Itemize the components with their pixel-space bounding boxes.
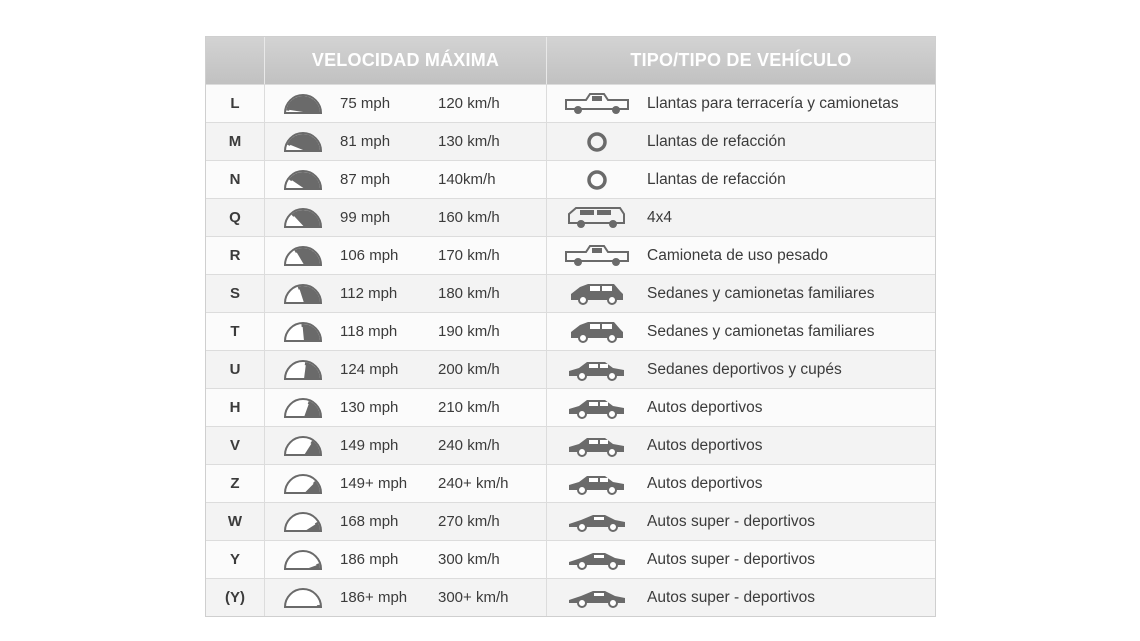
table-row <box>206 312 935 350</box>
speed-rating-letter: H <box>206 389 265 426</box>
speed-cell <box>265 503 547 540</box>
speedometer-icon <box>283 131 327 153</box>
speed-mph: 149 mph <box>340 437 399 454</box>
speed-cell <box>265 199 547 236</box>
speed-cell <box>265 313 547 350</box>
speed-rating-letter: L <box>206 85 265 122</box>
speed-cell <box>265 275 547 312</box>
sedan-icon <box>547 355 647 385</box>
vehicle-type-label: Autos super - deportivos <box>647 588 816 606</box>
speed-mph: 81 mph <box>340 133 391 150</box>
speed-kmh: 200 km/h <box>438 361 500 378</box>
speed-cell <box>265 389 547 426</box>
vehicle-type-label: Autos deportivos <box>647 398 763 416</box>
speed-rating-letter: Z <box>206 465 265 502</box>
speedometer-icon <box>283 169 327 191</box>
table-row <box>206 160 935 198</box>
vehicle-type-cell <box>547 389 935 426</box>
speedometer-icon <box>283 397 327 419</box>
sports-car-icon <box>547 507 647 537</box>
suv-4x4-icon <box>547 203 647 233</box>
speed-rating-letter: Q <box>206 199 265 236</box>
speed-kmh: 190 km/h <box>438 323 500 340</box>
table-row <box>206 464 935 502</box>
speedometer-icon <box>283 245 327 267</box>
vehicle-type-cell <box>547 541 935 578</box>
vehicle-type-cell <box>547 199 935 236</box>
sports-car-icon <box>547 583 647 613</box>
speed-cell <box>265 123 547 160</box>
speed-rating-letter: W <box>206 503 265 540</box>
speed-rating-letter: V <box>206 427 265 464</box>
speedometer-icon <box>283 435 327 457</box>
speedometer-icon <box>283 511 327 533</box>
speed-kmh: 300 km/h <box>438 551 500 568</box>
family-wagon-icon <box>547 317 647 347</box>
vehicle-type-label: Autos super - deportivos <box>647 550 816 568</box>
speed-cell <box>265 465 547 502</box>
vehicle-type-cell <box>547 313 935 350</box>
speed-mph: 87 mph <box>340 171 391 188</box>
speed-cell <box>265 541 547 578</box>
speed-mph: 124 mph <box>340 361 399 378</box>
speed-kmh: 170 km/h <box>438 247 500 264</box>
vehicle-type-cell <box>547 465 935 502</box>
speed-rating-letter: R <box>206 237 265 274</box>
vehicle-type-label: Sedanes y camionetas familiares <box>647 322 875 340</box>
vehicle-type-label: Sedanes deportivos y cupés <box>647 360 842 378</box>
vehicle-type-label: Autos super - deportivos <box>647 512 816 530</box>
speed-cell <box>265 427 547 464</box>
vehicle-type-cell <box>547 161 935 198</box>
speed-mph: 130 mph <box>340 399 399 416</box>
speed-rating-letter: M <box>206 123 265 160</box>
pickup-truck-icon <box>547 241 647 271</box>
vehicle-type-label: Llantas para terracería y camionetas <box>647 94 899 112</box>
table-body <box>206 84 935 616</box>
vehicle-type-label: Autos deportivos <box>647 436 763 454</box>
speedometer-icon <box>283 473 327 495</box>
speed-mph: 112 mph <box>340 285 398 302</box>
speedometer-icon <box>283 549 327 571</box>
spare-tire-icon <box>547 127 647 157</box>
speed-cell <box>265 579 547 616</box>
vehicle-type-label: Camioneta de uso pesado <box>647 246 828 264</box>
table-row <box>206 540 935 578</box>
speed-kmh: 240 km/h <box>438 437 500 454</box>
vehicle-type-cell <box>547 123 935 160</box>
table-row <box>206 578 935 616</box>
vehicle-type-label: Llantas de refacción <box>647 170 786 188</box>
speedometer-icon <box>283 359 327 381</box>
vehicle-type-label: Autos deportivos <box>647 474 763 492</box>
pickup-truck-icon <box>547 89 647 119</box>
speed-mph: 186+ mph <box>340 589 408 606</box>
speedometer-icon <box>283 587 327 609</box>
speed-rating-letter: T <box>206 313 265 350</box>
speed-rating-letter: S <box>206 275 265 312</box>
vehicle-type-label: Sedanes y camionetas familiares <box>647 284 875 302</box>
header-type-title: TIPO/TIPO DE VEHÍCULO <box>630 50 852 70</box>
speed-mph: 168 mph <box>340 513 399 530</box>
speed-kmh: 130 km/h <box>438 133 500 150</box>
speed-rating-letter: (Y) <box>206 579 265 616</box>
speed-rating-letter: N <box>206 161 265 198</box>
speed-rating-letter: Y <box>206 541 265 578</box>
speedometer-icon <box>283 283 327 305</box>
sedan-icon <box>547 393 647 423</box>
vehicle-type-cell <box>547 427 935 464</box>
speed-kmh: 240+ km/h <box>438 475 509 492</box>
header-speed-title: VELOCIDAD MÁXIMA <box>265 37 547 84</box>
speed-rating-table <box>205 36 936 617</box>
table-row <box>206 502 935 540</box>
speed-cell <box>265 351 547 388</box>
speed-mph: 75 mph <box>340 95 391 112</box>
table-row <box>206 388 935 426</box>
vehicle-type-cell <box>547 351 935 388</box>
vehicle-type-cell <box>547 275 935 312</box>
header-rating-cell <box>206 37 265 84</box>
table-row <box>206 236 935 274</box>
speed-mph: 149+ mph <box>340 475 408 492</box>
speedometer-icon <box>283 321 327 343</box>
speed-mph: 99 mph <box>340 209 391 226</box>
speed-kmh: 270 km/h <box>438 513 500 530</box>
speed-kmh: 160 km/h <box>438 209 500 226</box>
speedometer-icon <box>283 207 327 229</box>
vehicle-type-label: Llantas de refacción <box>647 132 786 150</box>
speed-cell <box>265 237 547 274</box>
vehicle-type-cell <box>547 579 935 616</box>
vehicle-type-cell <box>547 237 935 274</box>
speedometer-icon <box>283 93 327 115</box>
family-wagon-icon <box>547 279 647 309</box>
speed-kmh: 300+ km/h <box>438 589 509 606</box>
speed-rating-letter: U <box>206 351 265 388</box>
table-row <box>206 84 935 122</box>
speed-mph: 106 mph <box>340 247 399 264</box>
speed-kmh: 180 km/h <box>438 285 500 302</box>
table-header <box>206 37 935 84</box>
table-row <box>206 198 935 236</box>
table-row <box>206 122 935 160</box>
speed-cell <box>265 161 547 198</box>
sedan-icon <box>547 469 647 499</box>
table-row <box>206 350 935 388</box>
speed-kmh: 210 km/h <box>438 399 500 416</box>
sports-car-icon <box>547 545 647 575</box>
spare-tire-icon <box>547 165 647 195</box>
speed-kmh: 140km/h <box>438 171 496 188</box>
vehicle-type-cell <box>547 85 935 122</box>
vehicle-type-cell <box>547 503 935 540</box>
speed-cell <box>265 85 547 122</box>
speed-kmh: 120 km/h <box>438 95 500 112</box>
speed-mph: 118 mph <box>340 323 398 340</box>
table-row <box>206 274 935 312</box>
table-row <box>206 426 935 464</box>
speed-mph: 186 mph <box>340 551 399 568</box>
sedan-icon <box>547 431 647 461</box>
vehicle-type-label: 4x4 <box>647 208 672 226</box>
